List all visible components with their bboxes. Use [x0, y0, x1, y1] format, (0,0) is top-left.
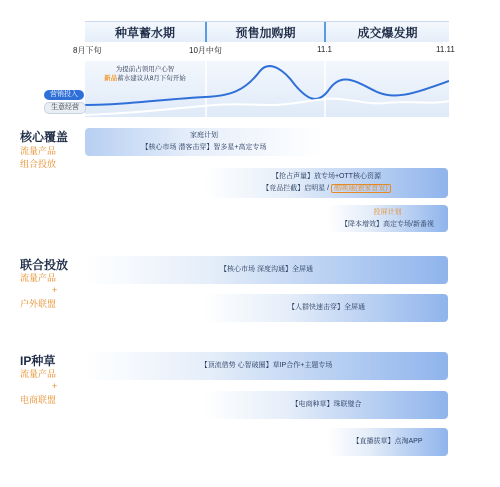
- plan-bar-family: [85, 128, 323, 156]
- section-sub: 流量产品: [20, 369, 57, 379]
- tick-nov11: 11.11: [436, 45, 455, 54]
- legend-business: 生意经营: [44, 102, 86, 114]
- bar-line: [262, 183, 391, 195]
- plan-bar-quick: [205, 294, 448, 322]
- exclusive-tag: 酷映通(独家首发): [331, 184, 391, 193]
- plan-bar-cast: [327, 205, 448, 232]
- section-sub: 流量产品: [20, 146, 57, 156]
- bar-line: 【核心市场 潜客击穿】智多星+高定专场: [141, 144, 267, 151]
- section-sub: 户外联盟: [20, 299, 57, 309]
- plan-bar-deep: [85, 256, 448, 284]
- business-curve: [85, 99, 449, 115]
- chart-note-line1: 为提前占领用户心智: [115, 66, 175, 73]
- tick-aug: 8月下旬: [73, 46, 102, 55]
- bar-line: 【抢占声量】放专场+OTT核心资源: [271, 173, 382, 180]
- bar-line-prefix: 【竞品拦截】启明星 /: [262, 185, 332, 192]
- bar-line: 家庭计划: [190, 132, 218, 139]
- phase-burst: 成交爆发期: [357, 25, 418, 40]
- legend-marketing: 营销投入: [44, 90, 84, 100]
- bar-line: 【电商种草】珠联璧合: [291, 401, 362, 408]
- section-sub: 流量产品: [20, 273, 57, 283]
- phase-presale: 预售加购期: [235, 25, 296, 40]
- chart-note-rest: 蓄水建议从8月下旬开始: [117, 75, 186, 82]
- phase-seeding: 种草蓄水期: [114, 25, 175, 40]
- plan-bar-ip: [85, 352, 448, 380]
- tick-oct: 10月中旬: [189, 46, 222, 55]
- section-title-joint: 联合投放: [20, 258, 69, 272]
- section-plus: +: [52, 285, 58, 295]
- bar-line: 投屏计划: [373, 208, 402, 216]
- phase-bar: [85, 21, 449, 42]
- section-title-ip: IP种草: [20, 354, 56, 368]
- plan-bar-ecom: [205, 391, 448, 419]
- bar-line: 【核心市场 深度沟通】全屏通: [220, 266, 313, 273]
- tick-nov1: 11.1: [317, 45, 332, 54]
- bar-line: 【顶流借势 心智破圈】草IP合作+主题专场: [200, 362, 333, 369]
- bar-line: 【降本增效】高定专场/新番视: [341, 220, 434, 228]
- bar-line: 【直播拔草】点淘APP: [352, 438, 423, 445]
- section-title-core: 核心覆盖: [20, 130, 69, 144]
- bar-line: 【人群快速击穿】全屏通: [288, 304, 365, 311]
- chart-note-line2: [86, 74, 204, 83]
- chart-note-highlight: 新品: [104, 75, 118, 82]
- chart-note: [86, 65, 204, 83]
- section-plus: +: [52, 381, 58, 391]
- section-sub: 电商联盟: [20, 395, 57, 405]
- plan-bar-live: [327, 428, 448, 456]
- plan-bar-voice: [205, 168, 448, 198]
- section-sub: 组合投放: [20, 159, 57, 169]
